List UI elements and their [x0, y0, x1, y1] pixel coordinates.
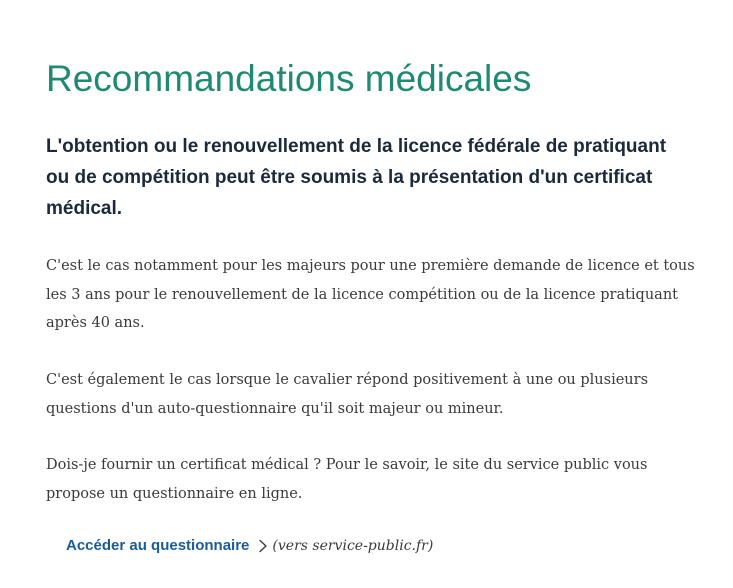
paragraph-majeurs: C'est le cas notamment pour les majeurs pour une première demande de licence et tous les 3 ans pour le renouvellement de la licence compétition ou de la licence pratiquant après 40 ans.	[46, 258, 695, 331]
page-title: Recommandations médicales	[46, 58, 532, 99]
paragraph-auto-questionnaire: C'est également le cas lorsque le cavalier répond positivement à une ou plusieurs questions d'un auto-questionnaire qu'il soit majeur ou mineur.	[46, 372, 649, 417]
questionnaire-link-row	[66, 537, 433, 554]
questionnaire-link[interactable]: Accéder au questionnaire	[66, 537, 250, 554]
questionnaire-link-note: (vers service-public.fr)	[272, 537, 434, 554]
chevron-right-icon	[258, 539, 268, 553]
intro-lead: L'obtention ou le renouvellement de la licence fédérale de pratiquant ou de compétition peut être soumis à la présentation d'un certificat médical.	[46, 136, 667, 219]
paragraph-service-public: Dois-je fournir un certificat médical ? Pour le savoir, le site du service public vous propose un questionnaire en ligne.	[46, 457, 648, 502]
